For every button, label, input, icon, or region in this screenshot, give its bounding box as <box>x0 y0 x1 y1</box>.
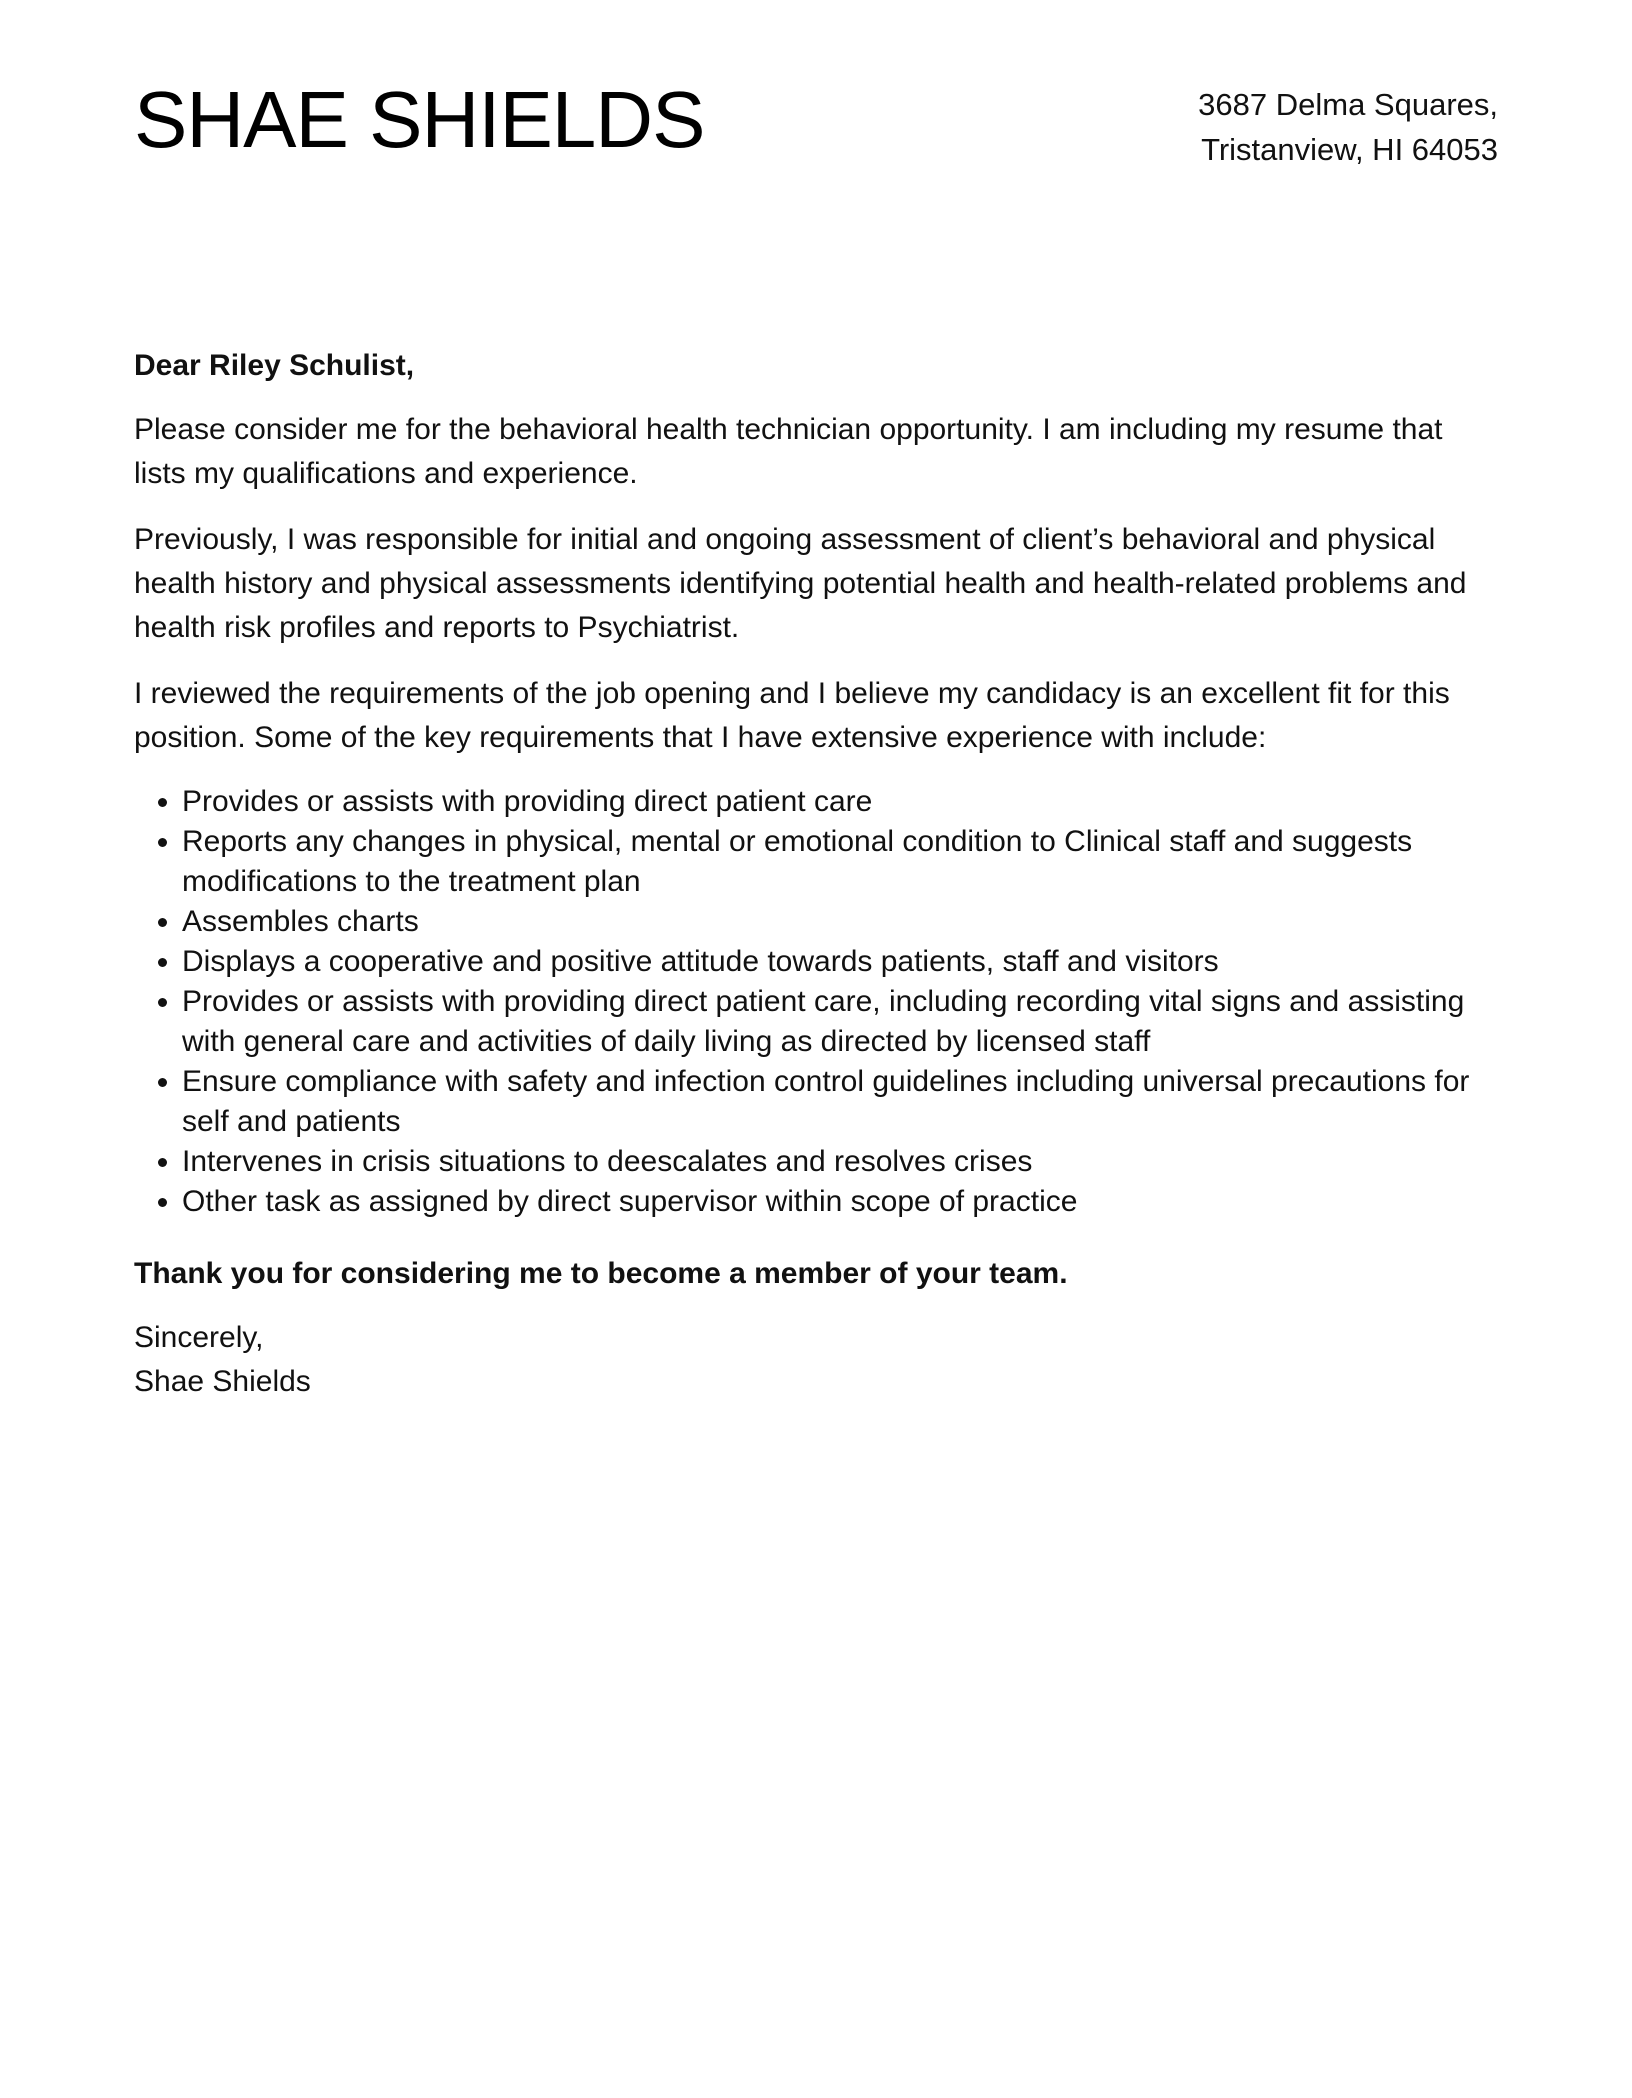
applicant-name: SHAE SHIELDS <box>134 75 705 164</box>
address-line-2: Tristanview, HI 64053 <box>1201 132 1498 167</box>
requirements-list <box>134 782 1498 1222</box>
paragraph-experience: Previously, I was responsible for initial and ongoing assessment of client’s behavioral and physical health history and physical assessments identifying potential health and health-related problems and health risk profiles and reports to Psychiatrist. <box>134 523 1467 644</box>
signature: Shae Shields <box>134 1365 311 1398</box>
letter-header <box>134 0 1498 172</box>
paragraph-requirements: I reviewed the requirements of the job opening and I believe my candidacy is an excellent fit for this position. Some of the key requirements that I have extensive experience with include: <box>134 677 1450 754</box>
applicant-address <box>1198 82 1498 172</box>
list-item: • Assembles charts <box>182 902 1498 942</box>
list-item: • Provides or assists with providing direct patient care <box>182 782 1498 822</box>
list-item: • Intervenes in crisis situations to deescalates and resolves crises <box>182 1142 1498 1182</box>
list-item: • Ensure compliance with safety and infection control guidelines including universal precautions for self and patients <box>182 1062 1498 1142</box>
address-line-1: 3687 Delma Squares, <box>1198 87 1498 122</box>
greeting: Dear Riley Schulist, <box>134 349 415 382</box>
closing: Sincerely, <box>134 1321 264 1354</box>
thank-you-line: Thank you for considering me to become a member of your team. <box>134 1257 1068 1290</box>
list-item: • Reports any changes in physical, mental or emotional condition to Clinical staff and suggests modifications to the treatment plan <box>182 822 1498 902</box>
list-item: • Provides or assists with providing direct patient care, including recording vital signs and assisting with general care and activities of daily living as directed by licensed staff <box>182 982 1498 1062</box>
list-item: • Displays a cooperative and positive attitude towards patients, staff and visitors <box>182 942 1498 982</box>
list-item: • Other task as assigned by direct supervisor within scope of practice <box>182 1182 1498 1222</box>
paragraph-intro: Please consider me for the behavioral health technician opportunity. I am including my resume that lists my qualifications and experience. <box>134 413 1443 490</box>
letter-body <box>134 344 1498 1404</box>
